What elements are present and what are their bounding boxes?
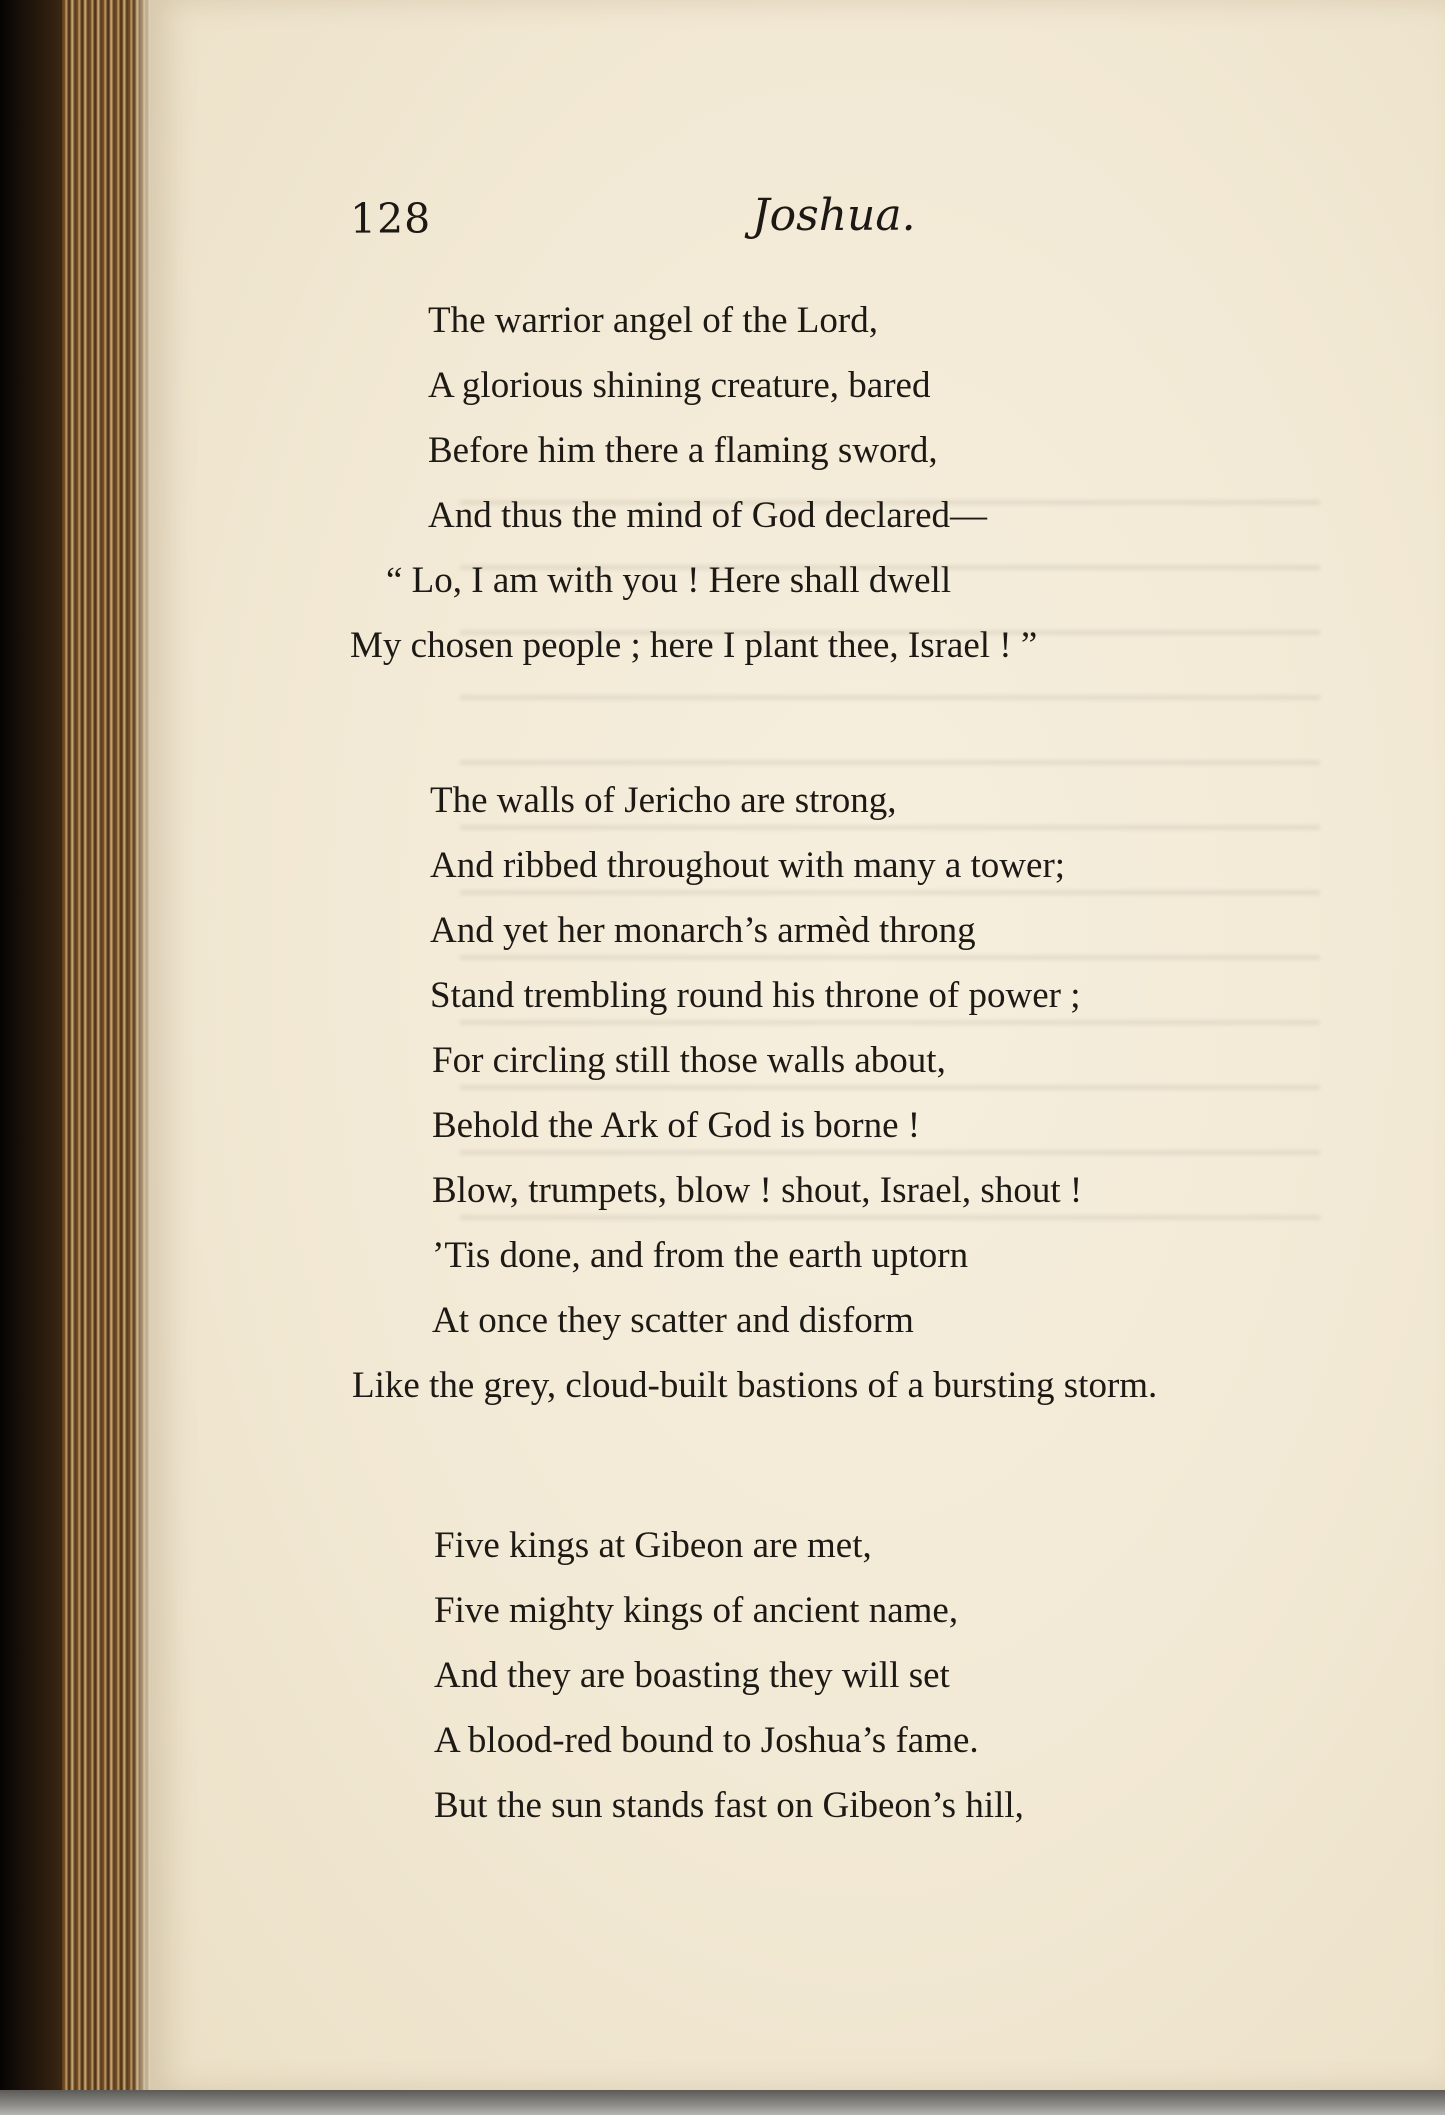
poem-line: For circling still those walls about, xyxy=(432,1040,946,1081)
poem-line: And they are boasting they will set xyxy=(434,1655,950,1696)
poem-line: “ Lo, I am with you ! Here shall dwell xyxy=(386,560,952,601)
poem-line: But the sun stands fast on Gibeon’s hill, xyxy=(434,1785,1024,1826)
poem-line: Behold the Ark of God is borne ! xyxy=(432,1105,921,1146)
book-binding xyxy=(0,0,62,2115)
poem-line: Stand trembling round his throne of power ; xyxy=(430,975,1081,1016)
poem-line: Before him there a flaming sword, xyxy=(428,430,938,471)
poem-line: Like the grey, cloud-built bastions of a bursting storm. xyxy=(352,1365,1158,1406)
poem-line: And ribbed throughout with many a tower; xyxy=(430,845,1066,886)
poem-line: And yet her monarch’s armèd throng xyxy=(430,910,976,951)
poem-line: Blow, trumpets, blow ! shout, Israel, shout ! xyxy=(432,1170,1083,1211)
page-edges xyxy=(62,0,162,2090)
poem-line: The walls of Jericho are strong, xyxy=(430,780,897,821)
poem-line: At once they scatter and disform xyxy=(432,1300,914,1341)
poem-line: Five kings at Gibeon are met, xyxy=(434,1525,872,1566)
page-number: 128 xyxy=(350,195,432,243)
poem-line: ’Tis done, and from the earth uptorn xyxy=(432,1235,969,1276)
poem-line: A blood-red bound to Joshua’s fame. xyxy=(434,1720,979,1761)
poem-line: Five mighty kings of ancient name, xyxy=(434,1590,959,1631)
poem-line: My chosen people ; here I plant thee, Israel ! ” xyxy=(350,625,1038,666)
poem-line: A glorious shining creature, bared xyxy=(428,365,931,406)
poem-line: And thus the mind of God declared— xyxy=(428,495,987,536)
scan-bottom-edge xyxy=(0,2090,1445,2115)
running-head: Joshua. xyxy=(752,190,916,241)
poem-line: The warrior angel of the Lord, xyxy=(428,300,878,341)
